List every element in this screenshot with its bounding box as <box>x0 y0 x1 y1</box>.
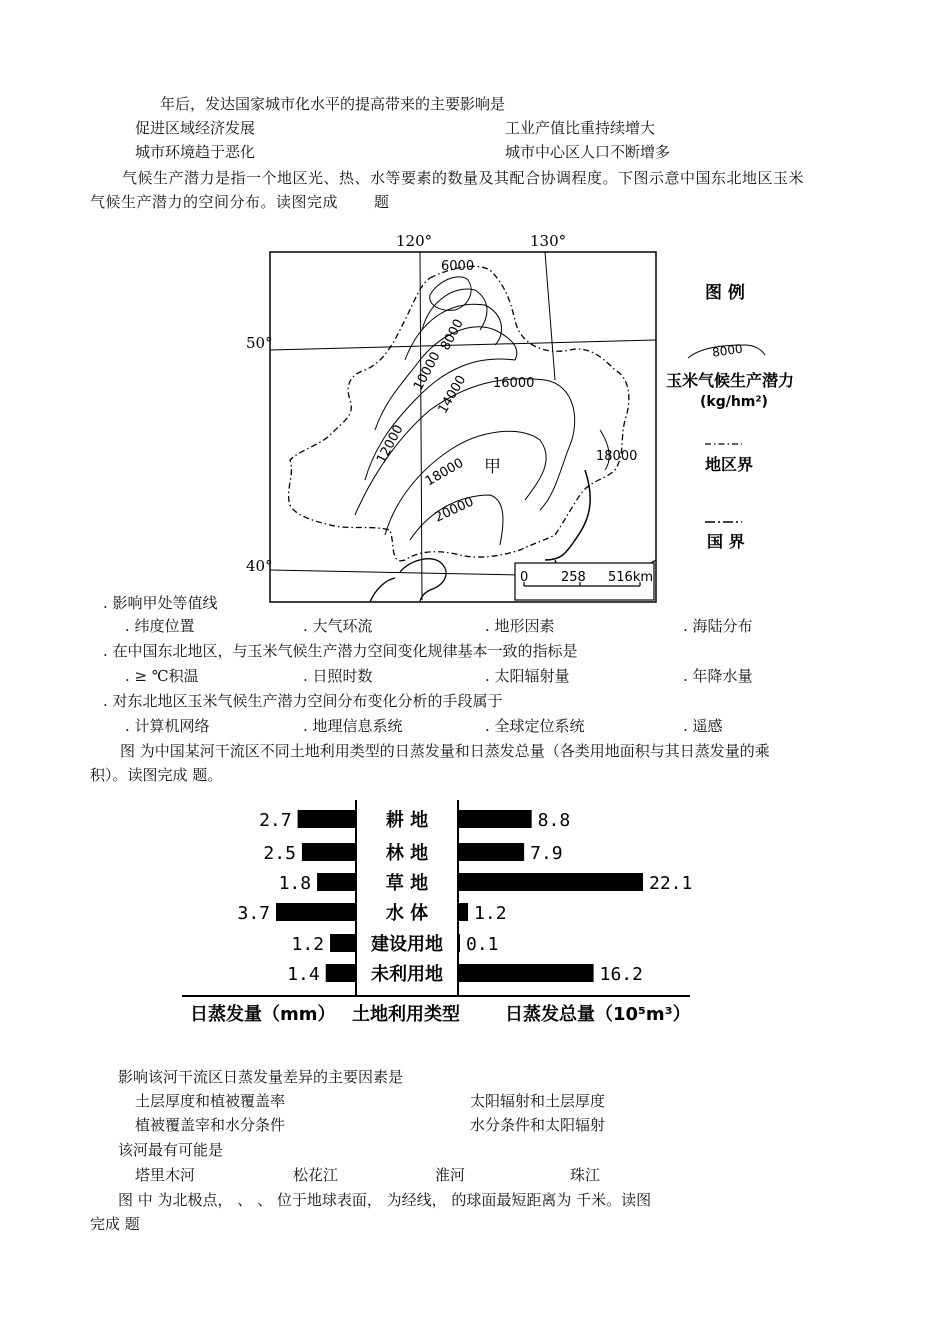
last-question-line1: 图 中 为北极点， 、 、 位于地球表面， 为经线， 的球面最短距离为 千米。读图 <box>118 1191 652 1209</box>
q4-option-d: 水分条件和太阳辐射 <box>470 1116 606 1134</box>
category-label: 林 地 <box>385 843 429 864</box>
data-label-total-evaporation: 1.2 <box>474 903 507 924</box>
data-label-total-evaporation: 0.1 <box>466 934 499 955</box>
data-label-daily-evaporation: 1.8 <box>278 873 312 894</box>
option-b: 工业产值比重持续增大 <box>505 119 656 137</box>
legend-country-label: 国 界 <box>707 532 745 551</box>
x-axis-label-right: 日蒸发总量（10⁵m³） <box>505 1004 691 1025</box>
q3-option-c: . 全球定位系统 <box>485 717 585 735</box>
lon-120-label: 120° <box>396 232 433 250</box>
bar-daily-evaporation <box>317 873 356 891</box>
data-label-total-evaporation: 7.9 <box>530 843 563 864</box>
scale-label-0: 0 <box>520 570 529 585</box>
q1-option-b: . 大气环流 <box>303 617 373 635</box>
scale-label-258: 258 <box>561 570 586 585</box>
bar-total-evaporation <box>458 934 460 952</box>
category-label: 水 体 <box>385 903 429 924</box>
bar-total-evaporation <box>458 843 524 861</box>
contour-label: 16000 <box>493 376 535 391</box>
q5-option-a: 塔里木河 <box>135 1166 196 1184</box>
bar-daily-evaporation <box>326 964 356 982</box>
legend-title: 图 例 <box>705 283 745 303</box>
region-jia-label: 甲 <box>484 457 501 477</box>
contour-label: 8000 <box>438 316 467 354</box>
q5-option-b: 松花江 <box>293 1166 339 1184</box>
legend-contour-value: 8000 <box>711 341 744 360</box>
contour-label: 6000 <box>441 259 475 274</box>
q4-option-c: 植被覆盖宰和水分条件 <box>135 1116 286 1134</box>
contour-label: 10000 <box>411 349 444 394</box>
category-label: 耕 地 <box>385 810 429 831</box>
option-c: 城市环境趋于恶化 <box>135 143 256 161</box>
bar-total-evaporation <box>458 903 468 921</box>
q3-option-b: . 地理信息系统 <box>303 717 403 735</box>
lat-50-label: 50° <box>246 334 273 352</box>
category-label: 建设用地 <box>371 934 443 955</box>
data-label-daily-evaporation: 3.7 <box>237 903 270 924</box>
data-label-daily-evaporation: 2.7 <box>259 810 292 831</box>
lat-40-label: 40° <box>246 557 273 575</box>
bar-total-evaporation <box>458 964 594 982</box>
q2-option-a: . ≥ ℃积温 <box>125 667 199 685</box>
data-label-daily-evaporation: 1.2 <box>291 934 325 955</box>
legend-region-label: 地区界 <box>705 455 754 474</box>
contour-label: 20000 <box>432 494 477 526</box>
bar-daily-evaporation <box>276 903 356 921</box>
q1-option-a: . 纬度位置 <box>125 617 195 635</box>
contour-label: 14000 <box>435 372 470 417</box>
q2-option-d: . 年降水量 <box>683 667 753 685</box>
scale-label-516: 516km <box>608 570 654 585</box>
contour-label: 18000 <box>422 455 467 490</box>
x-axis-label-left: 日蒸发量（mm） <box>190 1004 336 1025</box>
legend-contour-unit: (kg/hm²) <box>700 394 768 410</box>
option-d: 城市中心区人口不断增多 <box>505 143 671 161</box>
data-label-daily-evaporation: 2.5 <box>263 843 296 864</box>
category-label: 草 地 <box>385 873 429 894</box>
q3-option-d: . 遥感 <box>683 717 723 735</box>
bar-total-evaporation <box>458 873 643 891</box>
map-intro-line2: 气候生产潜力的空间分布。读图完成 题 <box>90 193 390 211</box>
q4-option-b: 太阳辐射和土层厚度 <box>470 1092 606 1110</box>
option-a: 促进区域经济发展 <box>135 119 256 137</box>
contour-label: 12000 <box>374 422 407 467</box>
q1-stem: . 影响甲处等值线 <box>103 594 218 612</box>
q5-option-d: 珠江 <box>570 1166 601 1184</box>
bar-daily-evaporation <box>302 843 356 861</box>
q2-option-b: . 日照时数 <box>303 667 373 685</box>
q2-stem: . 在中国东北地区，与玉米气候生产潜力空间变化规律基本一致的指标是 <box>103 642 578 660</box>
q3-option-a: . 计算机网络 <box>125 717 210 735</box>
q5-option-c: 淮河 <box>435 1166 466 1184</box>
map-intro-line1: 气候生产潜力是指一个地区光、热、水等要素的数量及其配合协调程度。下图示意中国东北地区玉米 <box>122 169 805 187</box>
chart-intro-line1: 图 为中国某河干流区不同土地利用类型的日蒸发量和日蒸发总量（各类用地面积与其日蒸发量的乘 <box>120 742 770 760</box>
data-label-total-evaporation: 16.2 <box>599 964 643 985</box>
category-label: 未利用地 <box>371 964 443 985</box>
x-axis-label-middle: 土地利用类型 <box>352 1004 460 1025</box>
data-label-total-evaporation: 8.8 <box>537 810 571 831</box>
last-question-line2: 完成 题 <box>90 1215 140 1233</box>
q1-option-c: . 地形因素 <box>485 617 555 635</box>
lon-130-label: 130° <box>530 232 567 250</box>
q4-option-a: 土层厚度和植被覆盖率 <box>135 1092 286 1110</box>
q5-stem: 该河最有可能是 <box>118 1141 224 1159</box>
bar-daily-evaporation <box>330 934 356 952</box>
q3-stem: . 对东北地区玉米气候生产潜力空间分布变化分析的手段属于 <box>103 692 503 710</box>
data-label-total-evaporation: 22.1 <box>649 873 693 894</box>
data-label-daily-evaporation: 1.4 <box>287 964 320 985</box>
bar-daily-evaporation <box>298 810 356 828</box>
question-stem: 年后，发达国家城市化水平的提高带来的主要影响是 <box>160 95 506 113</box>
bar-total-evaporation <box>458 810 532 828</box>
q2-option-c: . 太阳辐射量 <box>485 667 570 685</box>
contour-label: 18000 <box>596 449 638 464</box>
chart-intro-line2: 积）。读图完成 题。 <box>90 766 223 784</box>
q1-option-d: . 海陆分布 <box>683 617 753 635</box>
legend-contour-name: 玉米气候生产潜力 <box>666 371 795 390</box>
q4-stem: 影响该河干流区日蒸发量差异的主要因素是 <box>118 1068 404 1086</box>
